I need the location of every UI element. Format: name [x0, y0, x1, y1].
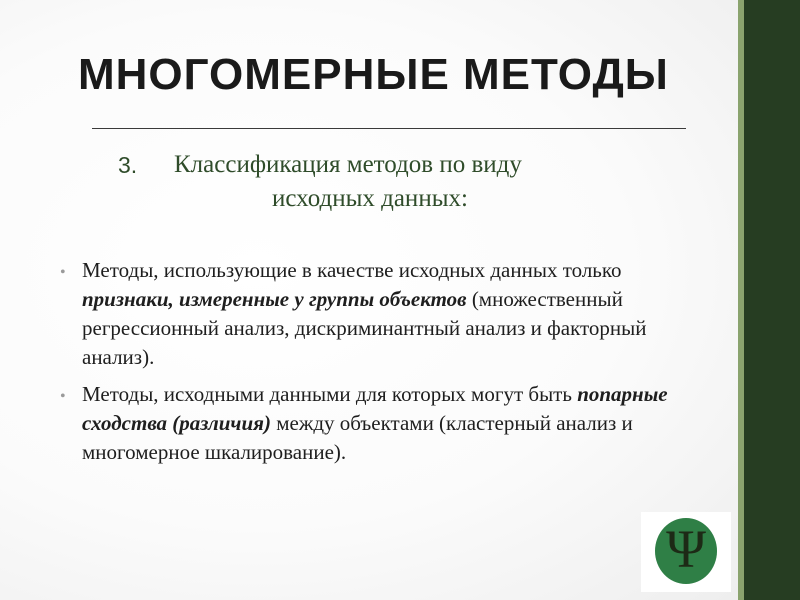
psi-logo-icon: Ψ [666, 519, 706, 579]
section-number: 3. [118, 152, 138, 178]
sidebar-accent-bar [738, 0, 744, 600]
bullet-item [60, 256, 700, 372]
bullet-item [60, 380, 700, 467]
slide-title: МНОГОМЕРНЫЕ МЕТОДЫ [78, 50, 669, 99]
bullet-dot-icon: • [60, 264, 66, 281]
logo [641, 512, 731, 592]
section-heading-line-1: Классификация методов по виду [174, 151, 522, 178]
sidebar-bar [738, 0, 800, 600]
bullet-emphasis: признаки, измеренные у группы объектов [82, 287, 467, 311]
bullet-text-tail: (множественный регрессионный анализ, дискриминантный анализ и факторный анализ). [82, 287, 647, 369]
title-divider [92, 128, 686, 129]
section-heading-line-2: исходных данных: [272, 185, 468, 212]
bullet-dot-icon: • [60, 388, 66, 405]
bullet-text: Методы, исходными данными для которых могут быть [82, 382, 578, 406]
bullet-text: Методы, использующие в качестве исходных данных только [82, 258, 622, 282]
bullet-text-tail: между объектами (кластерный анализ и многомерное шкалирование). [82, 411, 633, 464]
bullet-list [60, 256, 700, 475]
bullet-emphasis: попарные сходства (различия) [82, 382, 668, 435]
